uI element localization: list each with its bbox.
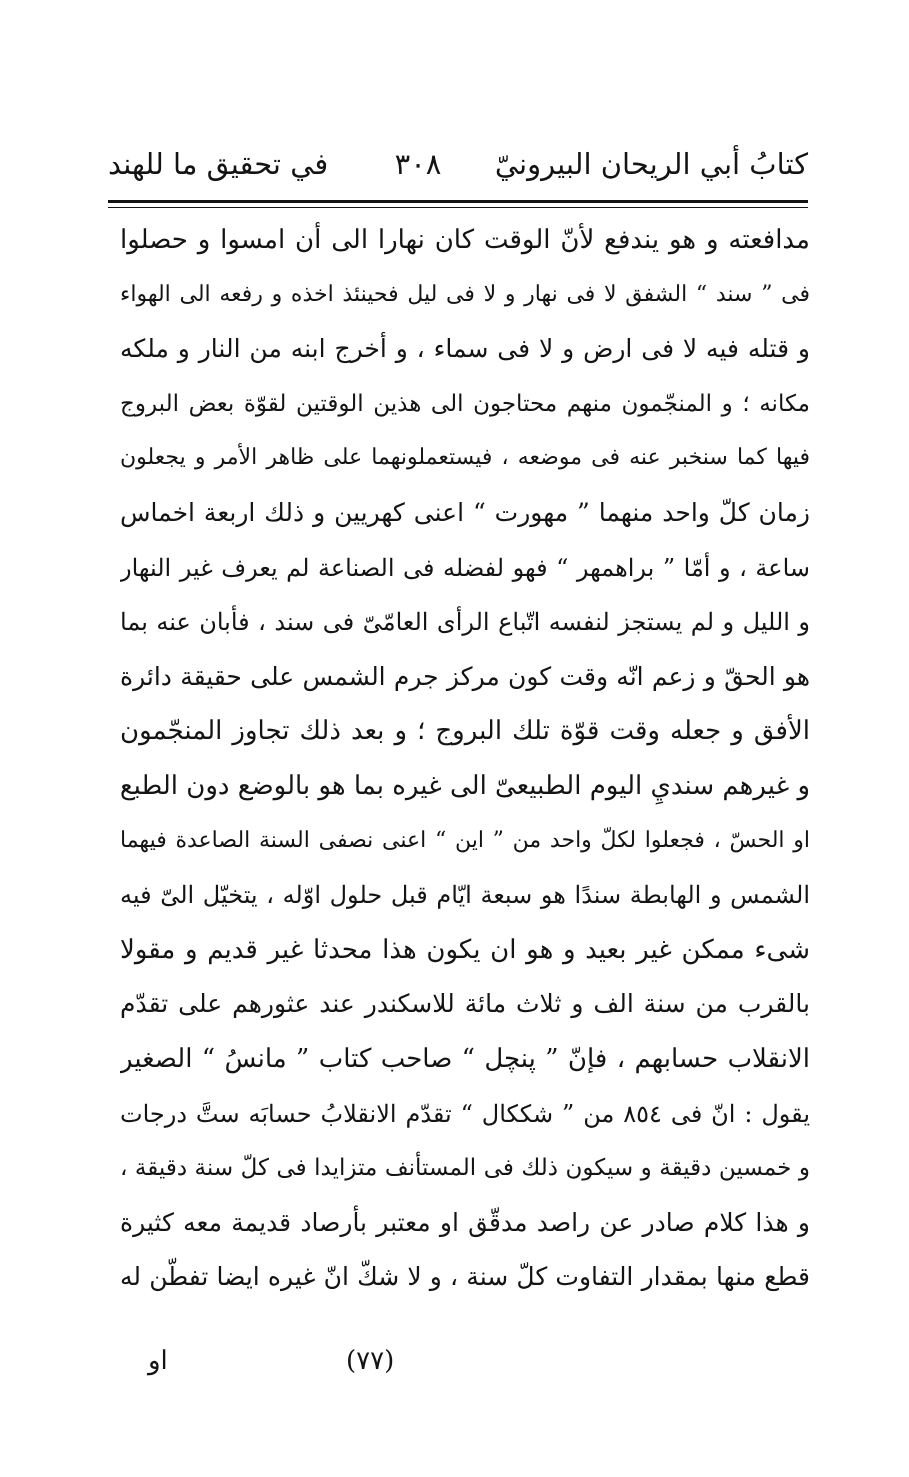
header-book-title: كتابُ أبي الريحان البيرونيّ xyxy=(494,147,808,181)
text-line: و هذا كلام صادر عن راصد مدقّق او معتبر بأرصاد قديمة معه كثيرة xyxy=(120,1207,810,1237)
text-line: و قتله فيه لا فى ارض و لا فى سماء ، و أخرج ابنه من النار و ملكه xyxy=(120,334,810,364)
header-rule-thin xyxy=(108,207,808,208)
signature-mark: (٧٧) xyxy=(346,1346,395,1376)
text-line: او الحسّ ، فجعلوا لكلّ واحد من ” اين “ اعنى نصفى السنة الصاعدة فيهما xyxy=(120,827,810,853)
text-line: و خمسين دقيقة و سيكون ذلك فى المستأنف متزايدا فى كلّ سنة دقيقة ، xyxy=(120,1155,810,1182)
text-line: الشمس و الهابطة سندًا هو سبعة ايّام قبل حلول اوّله ، يتخيّل الىّ فيه xyxy=(120,881,810,910)
body-text xyxy=(120,213,810,1305)
text-line: يقول : انّ فى ٨٥٤ من ” شككال “ تقدّم الانقلابُ حسابَه ستَّ درجات xyxy=(120,1099,810,1128)
text-line: قطع منها بمقدار التفاوت كلّ سنة ، و لا شكّ انّ غيره ايضا تفطّن له xyxy=(120,1262,810,1292)
header-section-title: في تحقيق ما للهند xyxy=(108,147,329,181)
text-line: فى ” سند “ الشفق لا فى نهار و لا فى ليل فحينئذ اخذه و رفعه الى الهواء xyxy=(120,281,810,307)
page-number: ٣٠٨ xyxy=(394,147,442,181)
text-line: الأفق و جعله وقت قوّة تلك البروج ؛ و بعد ذلك تجاوز المنجّمون xyxy=(120,716,810,747)
text-line: و غيرهم سنديِ اليوم الطبيعىّ الى غيره بما هو بالوضع دون الطبع xyxy=(120,770,810,801)
text-line: شىء ممكن غير بعيد و هو ان يكون هذا محدثا غير قديم و مقولا xyxy=(120,934,810,965)
catchword: او xyxy=(148,1346,168,1376)
text-line: زمان كلّ واحد منهما ” مهورت “ اعنى كهريين و ذلك اربعة اخماس xyxy=(120,497,810,527)
page-footer xyxy=(108,1336,808,1386)
text-line: الانقلاب حسابهم ، فإنّ ” پنچل “ صاحب كتاب ” مانسُ “ الصغير xyxy=(120,1043,810,1074)
text-line: و الليل و لم يستجز لنفسه اتّباع الرأى العامّىّ فى سند ، فأبان عنه بما xyxy=(120,608,810,637)
running-header xyxy=(108,138,808,190)
text-line: بالقرب من سنة الف و ثلاث مائة للاسكندر عند عثورهم على تقدّم xyxy=(120,989,810,1019)
text-line: مكانه ؛ و المنجّمون منهم محتاجون الى هذين الوقتين لقوّة بعض البروج xyxy=(120,390,810,417)
text-line: هو الحقّ و زعم انّه وقت كون مركز جرم الشمس على حقيقة دائرة xyxy=(120,661,810,691)
text-line: مدافعته و هو يندفع لأنّ الوقت كان نهارا الى أن امسوا و حصلوا xyxy=(120,225,810,255)
text-line: فيها كما سنخبر عنه فى موضعه ، فيستعملونهما على ظاهر الأمر و يجعلون xyxy=(120,445,810,471)
header-rule-thick xyxy=(108,200,808,203)
text-line: ساعة ، و أمّا ” براهمهر “ فهو لفضله فى الصناعة لم يعرف غير النهار xyxy=(120,553,810,582)
